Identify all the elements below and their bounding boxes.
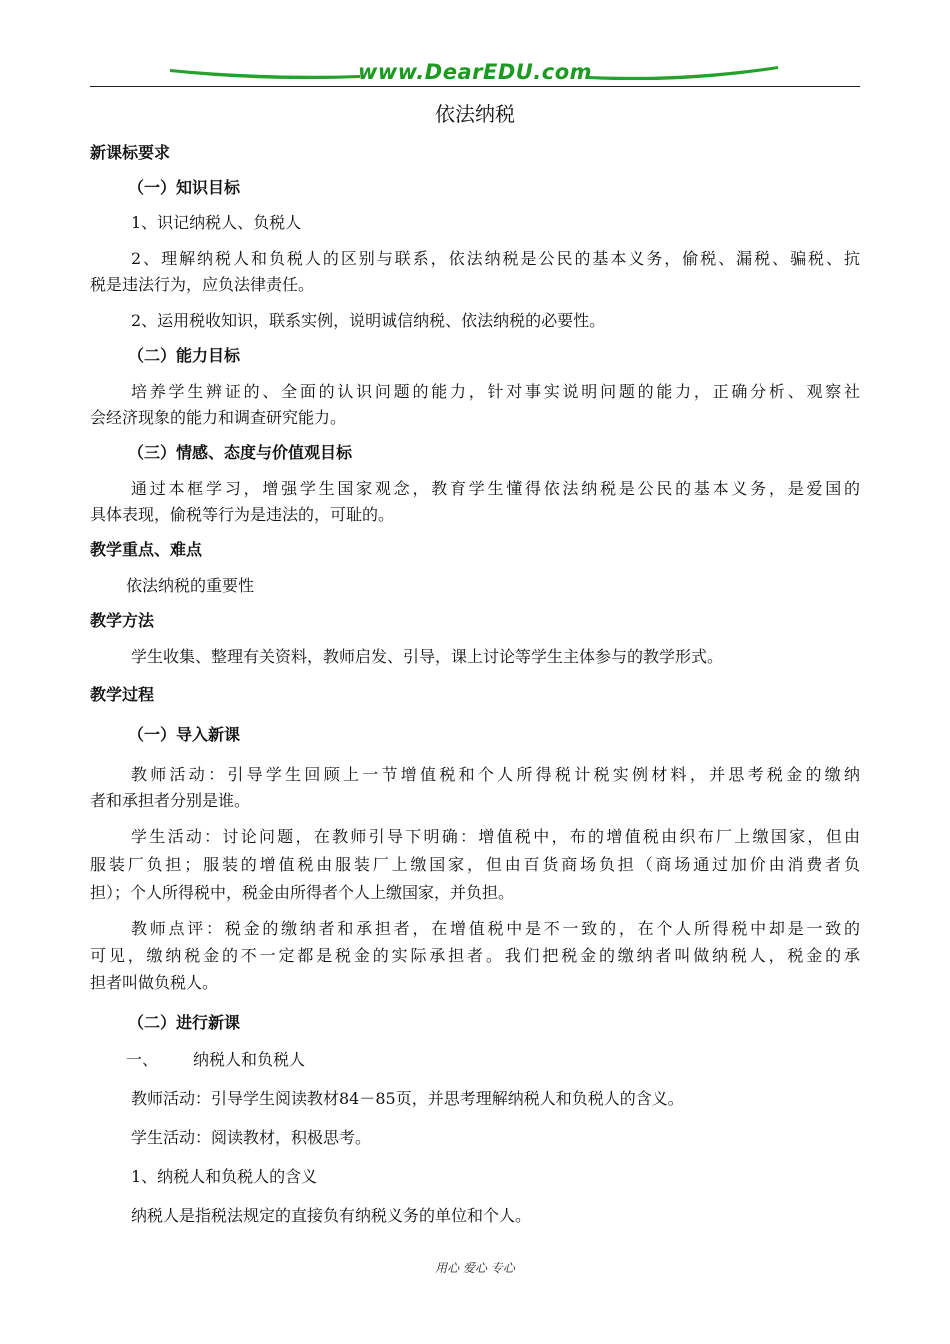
requirements-heading: 新课标要求 bbox=[90, 143, 171, 162]
key-points-heading: 教学重点、难点 bbox=[90, 540, 203, 559]
teaching-method-heading: 教学方法 bbox=[90, 611, 155, 630]
document-title: 依法纳税 bbox=[435, 102, 515, 126]
part-1-number: 一、 bbox=[126, 1050, 159, 1069]
page-header bbox=[90, 58, 860, 94]
taxpayer-definition: 纳税人是指税法规定的直接负有纳税义务的单位和个人。 bbox=[131, 1206, 532, 1225]
teaching-method-text: 学生收集、整理有关资料，教师启发、引导，课上讨论等学生主体参与的教学形式。 bbox=[131, 647, 724, 666]
knowledge-goals-heading: （一）知识目标 bbox=[128, 178, 241, 197]
meaning-heading: 1、纳税人和负税人的含义 bbox=[131, 1167, 318, 1186]
part-1-title: 纳税人和负税人 bbox=[193, 1050, 306, 1069]
teaching-process-heading: 教学过程 bbox=[90, 685, 155, 704]
teacher-comment-line-2: 可见，缴纳税金的不一定都是税金的实际承担者。我们把税金的缴纳者叫做纳税人，税金的承 bbox=[90, 946, 860, 965]
emotion-goal-line-1: 通过本框学习，增强学生国家观念，教育学生懂得依法纳税是公民的基本义务，是爱国的 bbox=[131, 479, 860, 498]
ability-goals-heading: （二）能力目标 bbox=[128, 346, 241, 365]
student-activity-1-line-1: 学生活动：讨论问题，在教师引导下明确：增值税中，布的增值税由织布厂上缴国家，但由 bbox=[131, 827, 860, 846]
ability-goal-line-1: 培养学生辨证的、全面的认识问题的能力，针对事实说明问题的能力，正确分析、观察社 bbox=[131, 382, 860, 401]
knowledge-goal-1: 1、识记纳税人、负税人 bbox=[131, 213, 302, 232]
student-activity-1-line-2: 服装厂负担；服装的增值税由服装厂上缴国家，但由百货商场负担（商场通过加价由消费者负 bbox=[90, 855, 860, 874]
teacher-activity-1-line-2: 者和承担者分别是谁。 bbox=[90, 791, 251, 810]
student-activity-1-line-3: 担）；个人所得税中，税金由所得者个人上缴国家，并负担。 bbox=[90, 883, 515, 902]
knowledge-goal-3: 2、运用税收知识，联系实例，说明诚信纳税、依法纳税的必要性。 bbox=[131, 311, 606, 330]
emotion-goal-line-2: 具体表现，偷税等行为是违法的，可耻的。 bbox=[90, 505, 395, 524]
key-points-text: 依法纳税的重要性 bbox=[126, 576, 255, 595]
knowledge-goal-2-line-1: 2、理解纳税人和负税人的区别与联系，依法纳税是公民的基本义务，偷税、漏税、骗税、抗 bbox=[131, 249, 860, 268]
teacher-comment-line-1: 教师点评：税金的缴纳者和承担者，在增值税中是不一致的，在个人所得税中却是一致的 bbox=[131, 919, 860, 938]
page-footer: 用心 爱心 专心 bbox=[435, 1261, 515, 1275]
teacher-activity-1-line-1: 教师活动：引导学生回顾上一节增值税和个人所得税计税实例材料，并思考税金的缴纳 bbox=[131, 765, 860, 784]
student-activity-2: 学生活动：阅读教材，积极思考。 bbox=[131, 1128, 372, 1147]
emotion-goals-heading: （三）情感、态度与价值观目标 bbox=[128, 443, 353, 462]
new-lesson-heading: （二）进行新课 bbox=[128, 1013, 241, 1032]
ability-goal-line-2: 会经济现象的能力和调查研究能力。 bbox=[90, 408, 347, 427]
teacher-activity-2: 教师活动：引导学生阅读教材84－85页，并思考理解纳税人和负税人的含义。 bbox=[131, 1089, 684, 1108]
header-rule bbox=[90, 86, 860, 87]
right-swoosh-decoration bbox=[588, 64, 778, 80]
knowledge-goal-2-line-2: 税是违法行为，应负法律责任。 bbox=[90, 275, 315, 294]
intro-heading: （一）导入新课 bbox=[128, 725, 241, 744]
site-logo-text[interactable]: www.DearEDU.com bbox=[357, 60, 593, 84]
teacher-comment-line-3: 担者叫做负税人。 bbox=[90, 973, 219, 992]
